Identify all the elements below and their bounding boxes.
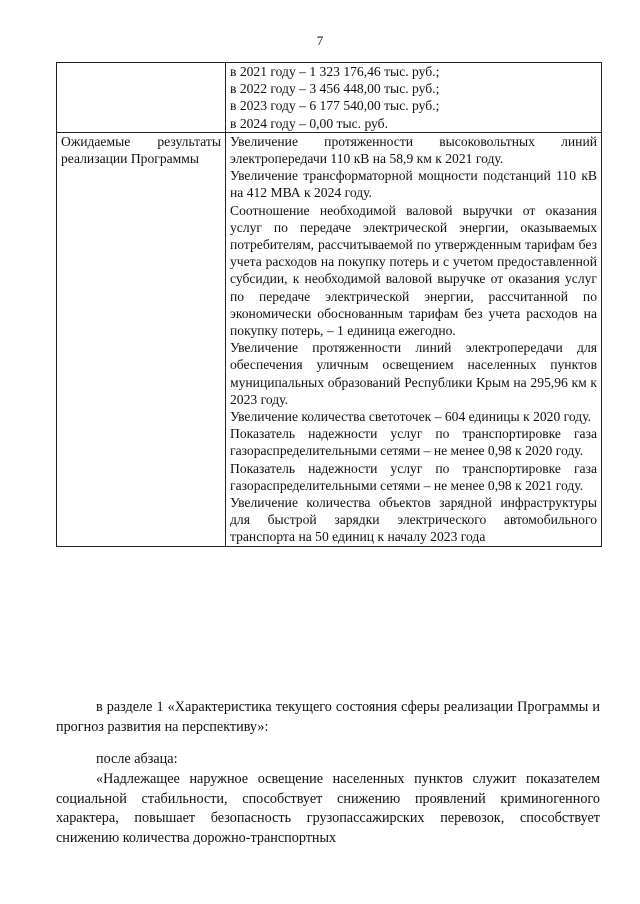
page-number: 7: [316, 33, 324, 48]
financing-line-2023: в 2023 году – 6 177 540,00 тыс. руб.;: [230, 98, 440, 114]
row-label-expected-results: Ожидаемые результаты реализации Программы: [57, 132, 226, 546]
financing-line-2022: в 2022 году – 3 456 448,00 тыс. руб.;: [230, 81, 440, 97]
section-reference: в разделе 1 «Характеристика текущего состояния сферы реализации Программы и прогноз развития на перспективу»:: [56, 699, 600, 735]
financing-cell: [226, 63, 602, 133]
result-item: Увеличение трансформаторной мощности подстанций 110 кВ на 412 МВА к 2024 году.: [230, 168, 597, 201]
financing-line-2024: в 2024 году – 0,00 тыс. руб.: [230, 115, 388, 131]
result-item: Показатель надежности услуг по транспортировке газа газораспределительными сетями – не менее 0,98 к 2020 году.: [230, 426, 597, 459]
after-paragraph-label: после абзаца:: [96, 751, 178, 767]
result-item: Увеличение протяженности линий электропередачи для обеспечения уличным освещением населенных пунктов муниципальных образований Республики Крым на 295,96 км к 2023 году.: [230, 340, 597, 407]
table-row-results: [57, 132, 602, 546]
table-row-financing: [57, 63, 602, 133]
result-item: Увеличение протяженности высоковольтных линий электропередачи 110 кВ на 58,9 км к 2021 году.: [230, 133, 597, 167]
result-item: Увеличение количества объектов зарядной инфраструктуры для быстрой зарядки электрического автомобильного транспорта на 50 единиц к началу 2023 года: [230, 495, 597, 545]
result-item: Соотношение необходимой валовой выручки от оказания услуг по передаче электрической энергии, оказываемых потребителям, рассчитываемой по утвержденным тарифам без учета расходов на покупку потерь и с учетом предоставленной субсидии, к необходимой валовой выручке от оказания услуг по передаче электрической энергии, рассчитанной по экономически обоснованным тарифам без учета расходов на покупку потерь, – 1 единица ежегодно.: [230, 202, 597, 339]
results-cell: [226, 132, 602, 546]
result-item: Показатель надежности услуг по транспортировке газа газораспределительными сетями – не менее 0,98 к 2021 году.: [230, 460, 597, 493]
quoted-paragraph: «Надлежащее наружное освещение населенных пунктов служит показателем социальной стабильности, способствует снижению проявлений криминогенного характера, повышает безопасность грузопассажирских перевозок, способствует снижению количества дорожно-транспортных: [56, 771, 600, 846]
financing-line-2021: в 2021 году – 1 323 176,46 тыс. руб.;: [230, 64, 440, 79]
result-item: Увеличение количества светоточек – 604 единицы к 2020 году.: [230, 409, 592, 425]
row-label-empty: [57, 63, 226, 133]
program-table: [56, 62, 602, 547]
